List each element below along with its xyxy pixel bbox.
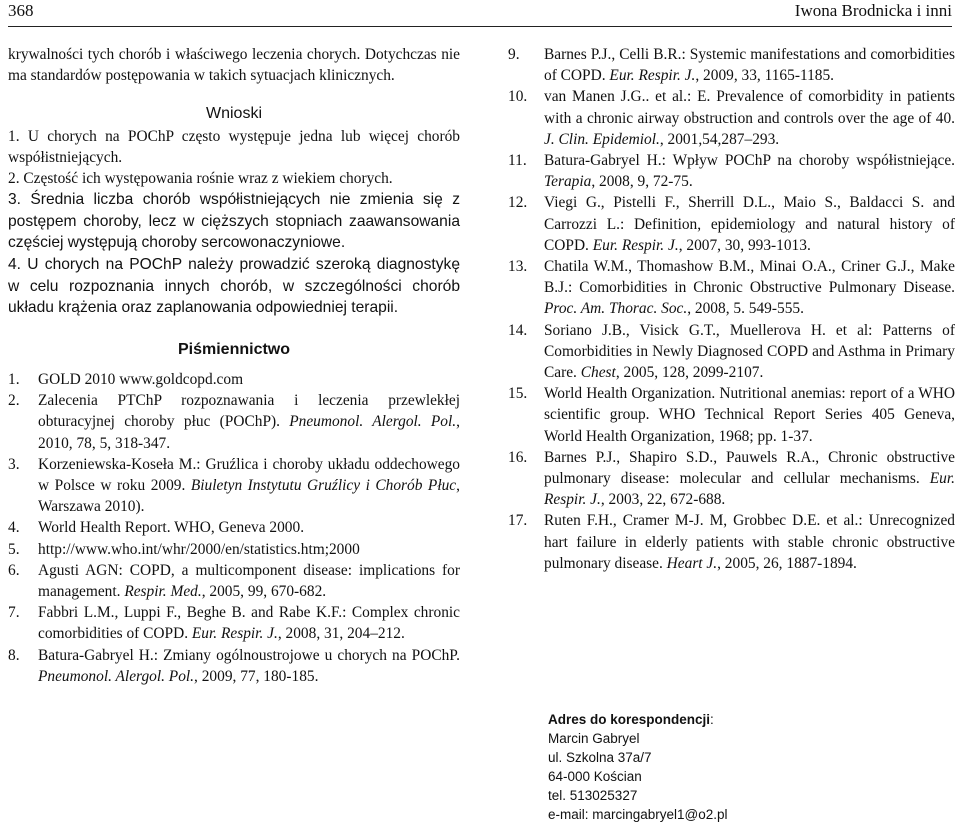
reference-source: Eur. Respir. J. <box>191 625 278 643</box>
reference-item <box>508 320 955 384</box>
reference-text <box>38 602 460 644</box>
reference-item <box>508 192 955 256</box>
reference-text-part: Chatila W.M., Thomashow B.M., Minai O.A., Criner G.J., Make B.J.: Comorbidities in Chronic Obstructive Pulmonary Disease. <box>544 258 955 297</box>
reference-number: 12. <box>508 194 528 212</box>
reference-text <box>38 539 460 560</box>
reference-text-part: http://www.who.int/whr/2000/en/statistics.htm;2000 <box>38 540 360 558</box>
conclusion-item: 3. Średnia liczba chorób współistniejących nie zmienia się z postępem choroby, lecz w cięższych stopniach zaawansowania częściej występują choroby sercowonaczyniowe. <box>8 191 460 252</box>
reference-text <box>38 369 460 390</box>
reference-text <box>544 44 955 86</box>
reference-text <box>544 150 955 192</box>
reference-item <box>508 44 955 86</box>
correspondence-city: 64-000 Kościan <box>548 769 642 784</box>
reference-item <box>8 517 460 538</box>
reference-text-part: GOLD 2010 www.goldcopd.com <box>38 370 244 388</box>
reference-text <box>38 454 460 518</box>
reference-item <box>508 150 955 192</box>
reference-item <box>8 390 460 454</box>
reference-text-part: Barnes P.J., Celli B.R.: Systemic manifestations and comorbidities of COPD. <box>544 46 955 85</box>
correspondence-title-colon: : <box>710 712 714 727</box>
reference-source: J. Clin. Epidemiol. <box>544 130 660 148</box>
reference-text-part: Barnes P.J., Shapiro S.D., Pauwels R.A., Chronic obstructive pulmonary disease: molecular and cellular mechanisms. <box>544 448 955 488</box>
correspondence-title: Adres do korespondencji <box>548 712 711 727</box>
reference-text-part: , 2008, 5. 549-555. <box>687 300 804 318</box>
reference-source: Heart J. <box>666 554 718 572</box>
reference-number: 15. <box>508 385 528 403</box>
reference-text-part: Agusti AGN: COPD, a multicomponent disease: implications for management. <box>38 561 460 601</box>
reference-text-part: , 2008, 9, 72-75. <box>591 173 693 191</box>
conclusion-item: 4. U chorych na POChP należy prowadzić szeroką diagnostykę w celu rozpoznania innych chorób, w szczególności chorób układu krążenia oraz zaplanowania odpowiedniej terapii. <box>8 256 460 317</box>
reference-text-part: Soriano J.B., Visick G.T., Muellerova H. et al: Patterns of Comorbidities in Newly Diagnosed COPD and Asthma in Primary Care. <box>544 321 955 382</box>
reference-text-part: Korzeniewska-Koseła M.: Gruźlica i choroby układu oddechowego w Polsce w roku 2009. <box>38 455 460 494</box>
reference-item <box>508 510 955 574</box>
reference-source: Eur. Respir. J. <box>544 470 955 509</box>
reference-source: Pneumonol. Alergol. Pol. <box>38 667 195 685</box>
reference-item <box>8 539 460 560</box>
reference-item <box>8 369 460 390</box>
reference-text-part: van Manen J.G.. et al.: E. Prevalence of comorbidity in patients with a chronic airway obstruction and controls over the age of 40. <box>544 88 955 127</box>
reference-number: 4. <box>8 519 20 537</box>
reference-text <box>544 192 955 256</box>
reference-source: Proc. Am. Thorac. Soc. <box>544 300 688 318</box>
reference-item <box>8 560 460 602</box>
right-column <box>508 44 955 574</box>
reference-number: 13. <box>508 258 528 276</box>
reference-source: Pneumonol. Alergol. Pol. <box>289 413 457 431</box>
reference-text-part: World Health Report. WHO, Geneva 2000. <box>38 519 305 537</box>
references-heading: Piśmiennictwo <box>177 340 291 358</box>
reference-text <box>544 320 955 384</box>
correspondence-block <box>548 710 728 824</box>
correspondence-name: Marcin Gabryel <box>548 731 640 746</box>
reference-text-part: Zalecenia PTChP rozpoznawania i leczenia przewlekłej obturacyjnej choroby płuc (POChP). <box>38 392 460 431</box>
reference-item <box>508 86 955 150</box>
correspondence-street: ul. Szkolna 37a/7 <box>548 750 652 765</box>
reference-text <box>38 517 460 538</box>
reference-number: 10. <box>508 88 528 106</box>
left-column <box>8 44 460 687</box>
page-number: 368 <box>8 1 34 20</box>
reference-source: Respir. Med. <box>124 583 202 601</box>
reference-text <box>544 86 955 150</box>
reference-number: 14. <box>508 321 528 339</box>
reference-item <box>8 602 460 644</box>
reference-text <box>544 383 955 447</box>
reference-item <box>508 383 955 447</box>
header-authors: Iwona Brodnicka i inni <box>794 1 952 20</box>
references-list-left <box>8 369 460 687</box>
reference-number: 17. <box>508 512 528 530</box>
reference-source: Eur. Respir. J. <box>609 67 696 85</box>
reference-text-part: , 2009, 77, 180-185. <box>194 667 319 685</box>
reference-number: 16. <box>508 448 528 466</box>
reference-number: 3. <box>8 455 20 473</box>
reference-item <box>8 645 460 687</box>
reference-text-part: , 2007, 30, 993-1013. <box>678 236 811 254</box>
reference-item <box>508 256 955 320</box>
reference-text-part: , 2003, 22, 672-688. <box>600 491 726 509</box>
reference-number: 8. <box>8 646 20 664</box>
reference-source: Chest <box>580 364 616 382</box>
correspondence-phone: tel. 513025327 <box>548 788 638 803</box>
reference-number: 11. <box>508 152 527 170</box>
reference-item <box>8 454 460 518</box>
reference-text <box>544 256 955 320</box>
reference-number: 1. <box>8 370 20 388</box>
reference-text-part: , 2010, 78, 5, 318-347. <box>38 413 460 452</box>
reference-text <box>38 645 460 687</box>
reference-source: Biuletyn Instytutu Gruźlicy i Chorób Płuc <box>190 477 457 494</box>
reference-text <box>38 390 460 454</box>
reference-number: 6. <box>8 561 20 579</box>
reference-text-part: Batura-Gabryel H.: Wpływ POChP na choroby współistniejące. <box>544 152 955 170</box>
reference-text-part: , 2005, 26, 1887-1894. <box>717 554 857 572</box>
reference-text-part: World Health Organization. Nutritional anemias: report of a WHO scientific group. WHO Technical Report Series 405 Geneva, World Health Organization, 1968; pp. 1-37. <box>544 385 955 445</box>
reference-text <box>544 510 955 574</box>
reference-text-part: Batura-Gabryel H.: Zmiany ogólnoustrojowe u chorych na POChP. <box>38 646 460 664</box>
reference-number: 9. <box>508 46 520 63</box>
reference-text-part: , 2005, 99, 670-682. <box>201 583 327 601</box>
reference-item <box>508 447 955 511</box>
conclusion-item: 1. U chorych na POChP często występuje jedna lub więcej chorób współistniejących. <box>8 127 460 166</box>
reference-source: Terapia <box>544 173 592 191</box>
running-header <box>8 0 952 27</box>
reference-text-part: Fabbri L.M., Luppi F., Beghe B. and Rabe K.F.: Complex chronic comorbidities of COPD. <box>38 604 460 643</box>
reference-text-part: , 2009, 33, 1165-1185. <box>695 67 835 85</box>
reference-text-part: Viegi G., Pistelli F., Sherrill D.L., Maio S., Baldacci S. and Carrozzi L.: Definition, epidemiology and natural history of COPD. <box>544 194 955 254</box>
reference-text-part: , 2008, 31, 204–212. <box>277 625 405 643</box>
conclusion-item: 2. Częstość ich występowania rośnie wraz z wiekiem chorych. <box>8 170 393 188</box>
reference-source: Eur. Respir. J. <box>592 236 679 254</box>
reference-text-part: Ruten F.H., Cramer M-J. M, Grobbec D.E. et al.: Unrecognized hart failure in elderly patients with stable chronic obstructive pulmonary disease. <box>544 512 955 572</box>
reference-text-part: , 2005, 128, 2099-2107. <box>615 364 764 382</box>
references-list-right <box>508 44 955 574</box>
conclusions-heading: Wnioski <box>205 105 262 123</box>
reference-text <box>38 560 460 602</box>
reference-text-part: , Warszawa 2010). <box>38 477 460 516</box>
correspondence-email: e-mail: marcingabryel1@o2.pl <box>548 807 728 822</box>
reference-number: 5. <box>8 540 20 558</box>
correspondence-title-line <box>548 710 728 729</box>
reference-number: 7. <box>8 604 20 622</box>
reference-text-part: , 2001,54,287–293. <box>659 130 780 148</box>
reference-number: 2. <box>8 392 20 410</box>
intro-paragraph: krywalności tych chorób i właściwego leczenia chorych. Dotychczas nie ma standardów postępowania w takich sytuacjach klinicznych. <box>8 46 460 85</box>
reference-text <box>544 447 955 511</box>
